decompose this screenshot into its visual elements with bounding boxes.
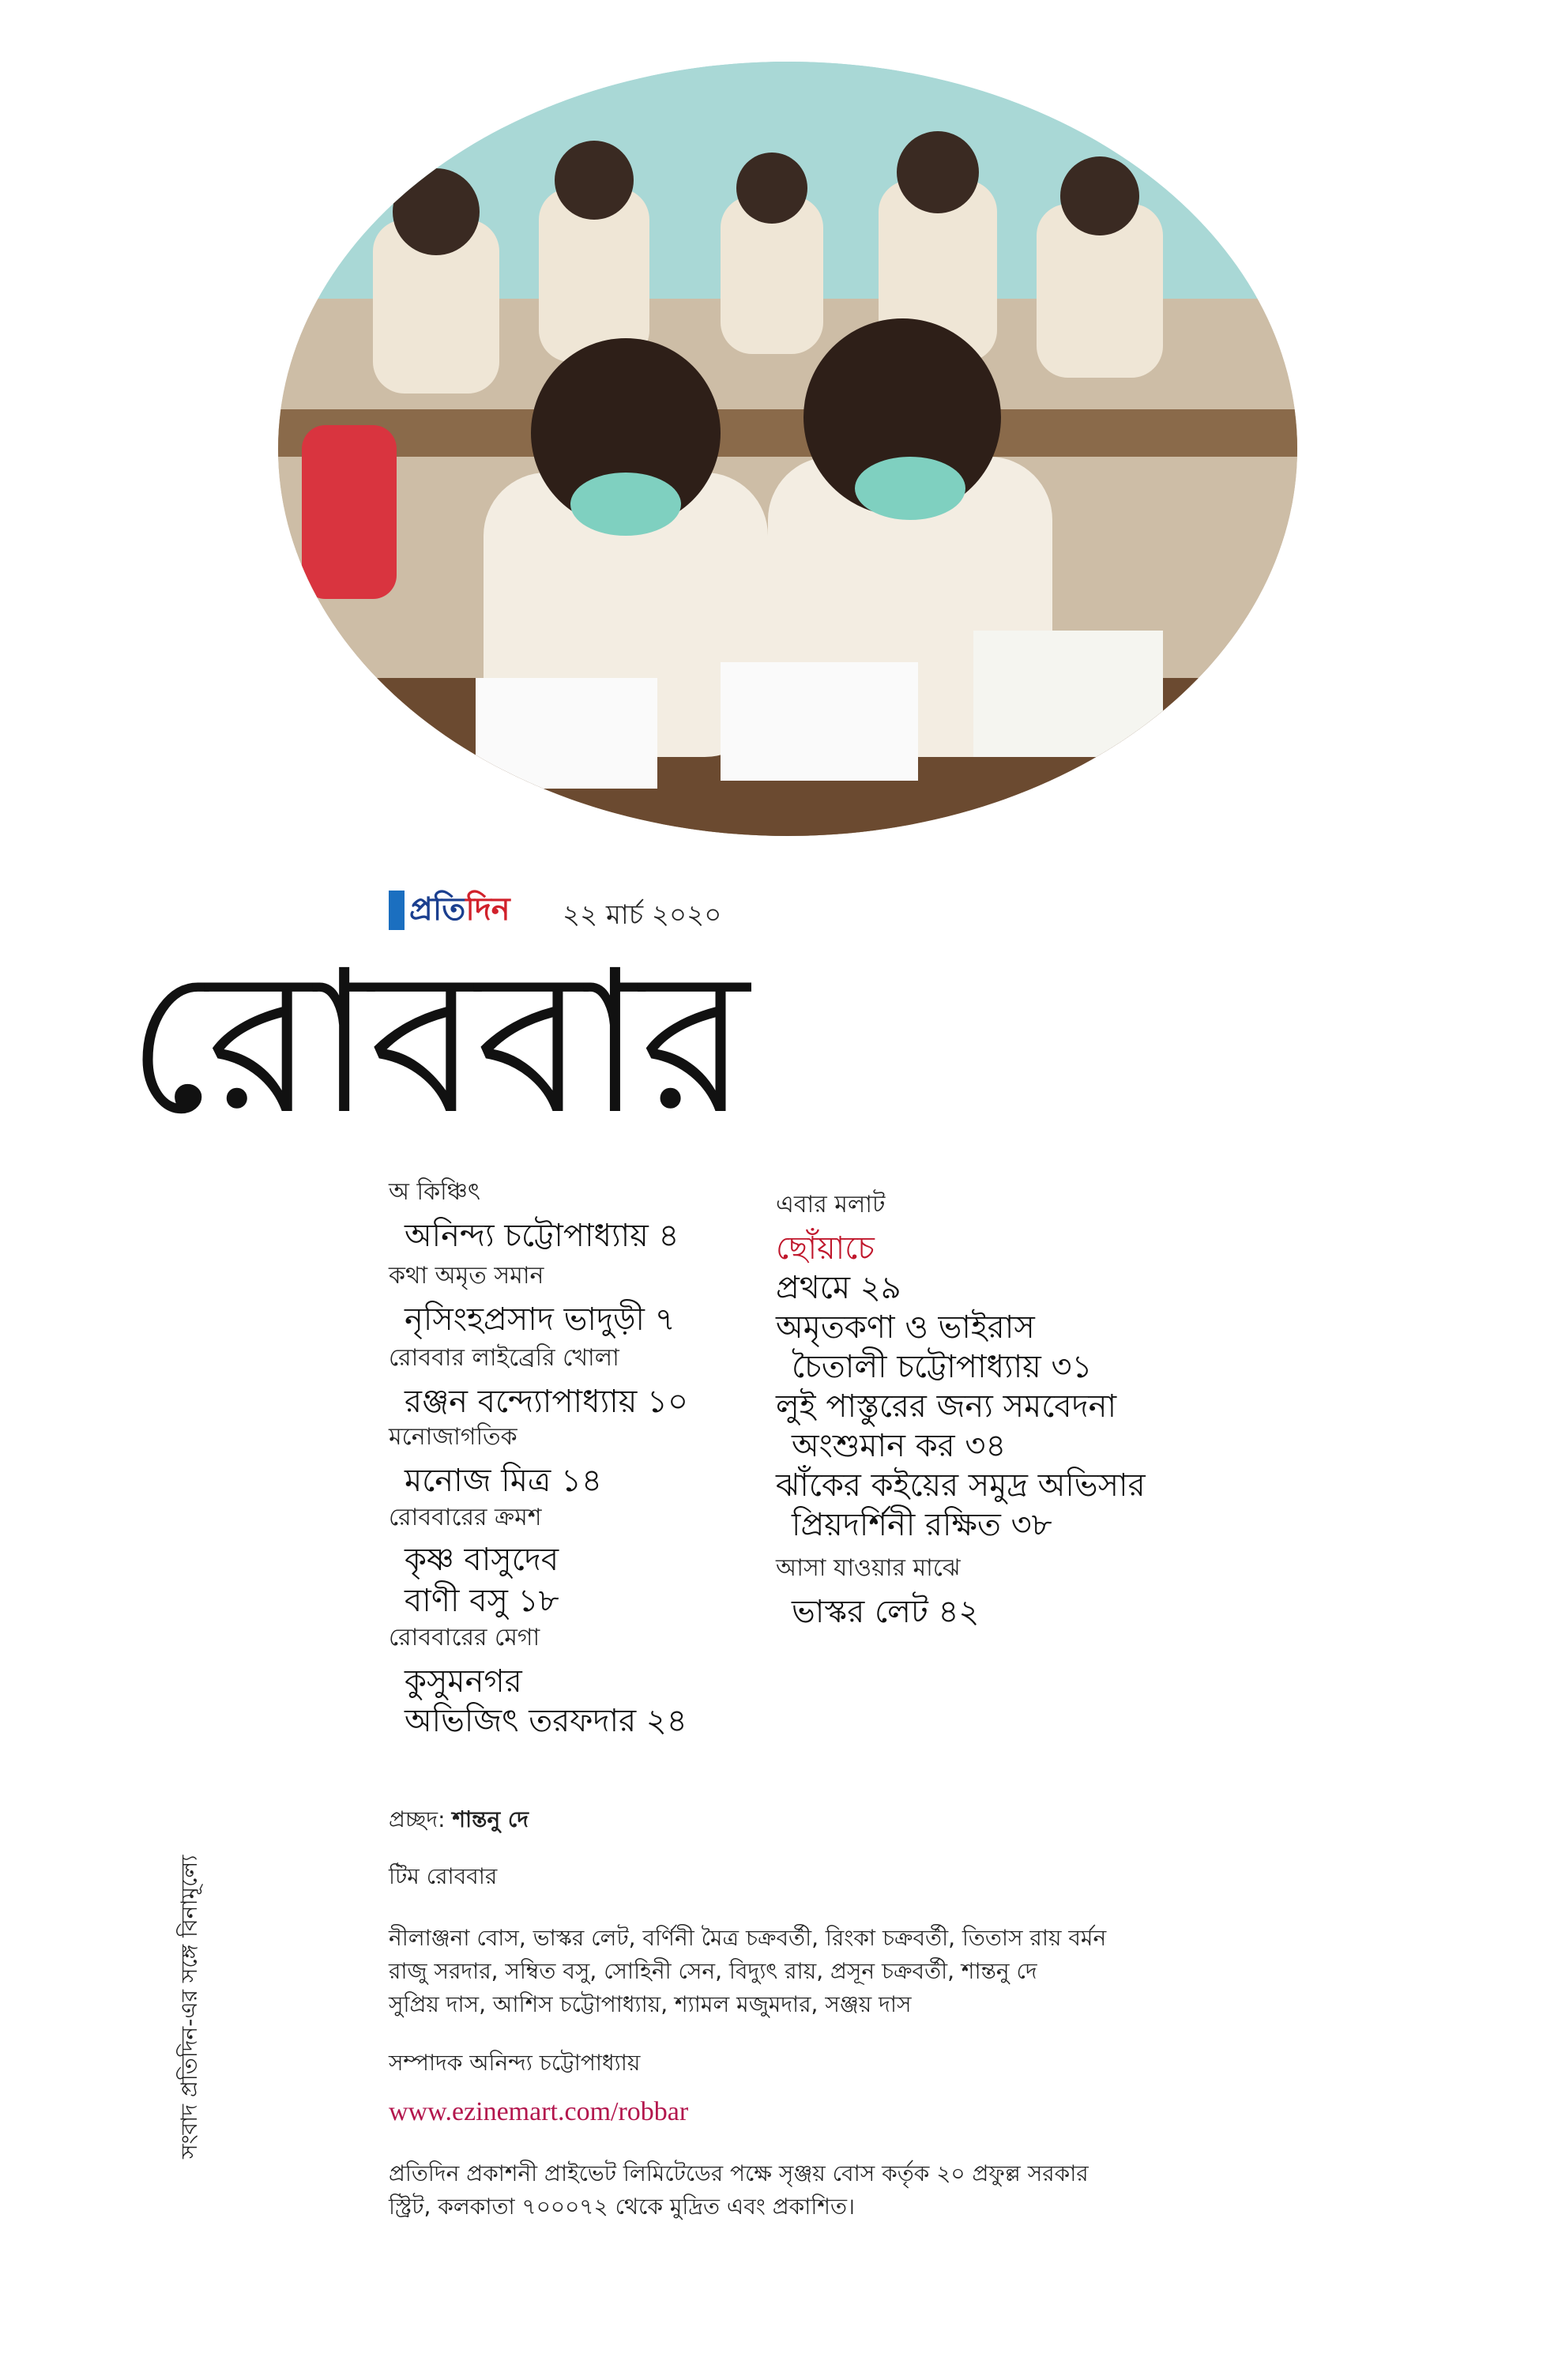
- toc-section: রোববারের ক্রমশ: [389, 1504, 542, 1531]
- publisher-line: প্রতিদিন প্রকাশনী প্রাইভেট লিমিটেডের পক্ষে সৃঞ্জয় বোস কর্তৃক ২০ প্রফুল্ল সরকার: [389, 2160, 1089, 2186]
- toc-entry: ভাস্কর লেট ৪২: [792, 1594, 980, 1630]
- toc-section: আসা যাওয়ার মাঝে: [776, 1554, 961, 1582]
- cover-story-title: ছোঁয়াচে: [776, 1230, 875, 1267]
- cover-credit-name: শান্তনু দে: [452, 1806, 529, 1832]
- toc-section: কথা অমৃত সমান: [389, 1262, 544, 1290]
- toc-entry: অভিজিৎ তরফদার ২৪: [405, 1703, 687, 1739]
- brand-logo-text-b: দিন: [465, 891, 510, 928]
- toc-entry: লুই পাস্তুরের জন্য সমবেদনা: [776, 1388, 1117, 1425]
- publisher-line: স্ট্রিট, কলকাতা ৭০০০৭২ থেকে মুদ্রিত এবং প্রকাশিত।: [389, 2194, 855, 2220]
- toc-entry: ঝাঁকের কইয়ের সমুদ্র অভিসার: [776, 1467, 1146, 1504]
- toc-entry: অমৃতকণা ও ভাইরাস: [776, 1309, 1035, 1346]
- website-link[interactable]: www.ezinemart.com/robbar: [389, 2097, 689, 2126]
- toc-entry: নৃসিংহপ্রসাদ ভাদুড়ী ৭: [405, 1301, 676, 1338]
- cover-credit-label: প্রচ্ছদ:: [389, 1806, 446, 1832]
- team-line: রাজু সরদার, সম্বিত বসু, সোহিনী সেন, বিদ্যুৎ রায়, প্রসূন চক্রবর্তী, শান্তনু দে: [389, 1958, 1037, 1984]
- team-line: নীলাঞ্জনা বোস, ভাস্কর লেট, বর্ণিনী মৈত্র চক্রবর্তী, রিংকা চক্রবর্তী, তিতাস রায় বর্মন: [389, 1925, 1107, 1951]
- editor-credit: সম্পাদক অনিন্দ্য চট্টোপাধ্যায়: [389, 2050, 641, 2076]
- toc-section-cover: এবার মলাট: [776, 1191, 886, 1218]
- toc-entry: মনোজ মিত্র ১৪: [405, 1463, 602, 1499]
- cover-photo: [278, 62, 1297, 836]
- toc-entry: রঞ্জন বন্দ্যোপাধ্যায় ১০: [405, 1384, 689, 1420]
- toc-section: রোববারের মেগা: [389, 1624, 540, 1651]
- team-label: টিম রোববার: [389, 1863, 498, 1889]
- classroom-illustration: [278, 62, 1297, 836]
- team-line: সুপ্রিয় দাস, আশিস চট্টোপাধ্যায়, শ্যামল মজুমদার, সঞ্জয় দাস: [389, 1991, 912, 2017]
- toc-entry: প্রথমে ২৯: [776, 1270, 901, 1306]
- issue-date: ২২ মার্চ ২০২০: [563, 899, 722, 931]
- toc-section: অ কিঞ্চিৎ: [389, 1178, 480, 1206]
- magazine-title: রোববার: [126, 928, 746, 1158]
- toc-section: রোববার লাইব্রেরি খোলা: [389, 1344, 619, 1372]
- brand-logo-text-a: প্রতি: [409, 891, 466, 928]
- toc-entry: অংশুমান কর ৩৪: [792, 1428, 1007, 1464]
- toc-entry: কৃষ্ণ বাসুদেব: [405, 1542, 559, 1578]
- toc-entry: কুসুমনগর: [405, 1663, 522, 1700]
- toc-section: মনোজাগতিক: [389, 1423, 517, 1451]
- toc-entry: চৈতালী চট্টোপাধ্যায় ৩১: [792, 1349, 1093, 1385]
- side-note: সংবাদ প্রতিদিন-এর সঙ্গে বিনামূল্যে: [176, 1855, 202, 2159]
- toc-entry: প্রিয়দর্শিনী রক্ষিত ৩৮: [792, 1507, 1052, 1543]
- toc-entry: অনিন্দ্য চট্টোপাধ্যায় ৪: [405, 1218, 679, 1254]
- toc-entry: বাণী বসু ১৮: [405, 1583, 559, 1619]
- cover-credit: [389, 1803, 529, 1836]
